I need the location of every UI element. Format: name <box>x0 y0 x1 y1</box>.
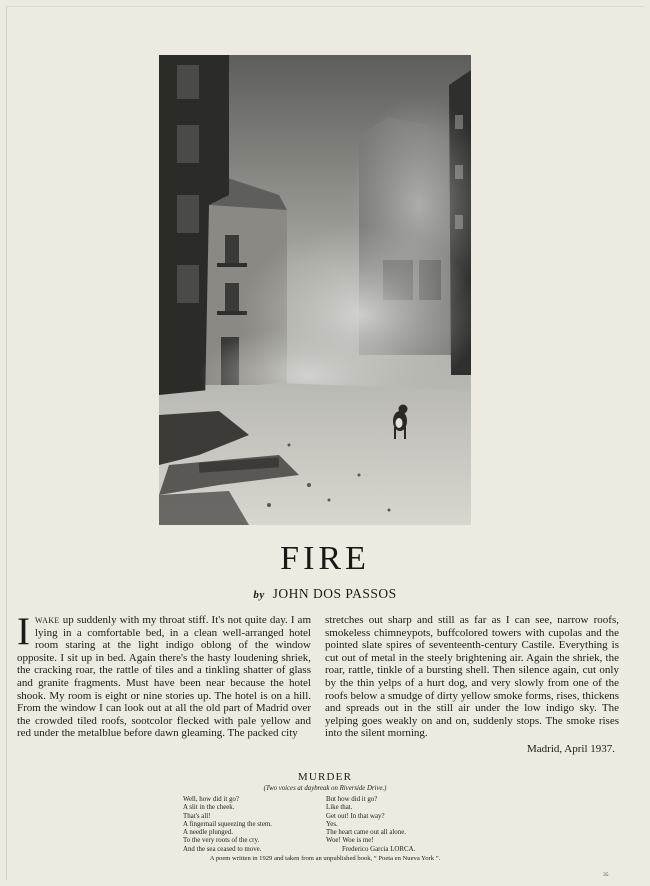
poem-line: A slit in the cheek. <box>183 804 235 812</box>
poem-line: A fingernail squeezing the stem. <box>183 820 272 828</box>
poem-line: Well, how did it go? <box>183 796 239 803</box>
poem-subtitle: (Two voices at daybreak on Riverside Drive.) <box>263 785 387 792</box>
drop-cap: I <box>17 610 30 653</box>
war-street-photograph <box>159 55 471 525</box>
lead-in: wake <box>35 614 60 626</box>
left-column-text: up suddenly with my throat stiff. It's not quite day. I am lying in a comfortable bed, in a clean well-arranged hotel room staring at the light indigo oblong of the window opposite. I sit up in bed. Again there's the hasty loudening shriek, the cracking roar, the rattle of tiles and a tinkling shatter of glass and granite fragments. Must have been near because the hotel shook. My room is eight or nine stories up. The hotel is on a hill. From the window I can look out at all the old part of Madrid over the crowded tiled roofs, sootcolor flecked with pale yellow and red under the metalblue before dawn gleaming. The packed city <box>17 614 311 740</box>
poem-line: Get out! In that way? <box>326 812 385 820</box>
poem-line: And the sea ceased to move. <box>183 845 262 853</box>
poem-line: A needle plunged. <box>183 829 233 837</box>
poem-line: To the very roots of the cry. <box>183 837 260 845</box>
poem-line: Like that. <box>326 804 353 812</box>
poem-column-left <box>183 796 272 854</box>
article-title: FIRE <box>280 540 370 577</box>
byline <box>0 586 650 602</box>
poem-source-note: A poem written in 1929 and taken from an unpublished book, “ Poeta en Nueva York ”. <box>209 855 441 862</box>
page-number: 35 <box>603 872 609 878</box>
poem-line: Yes. <box>326 820 338 828</box>
dateline: Madrid, April 1937. <box>527 742 615 755</box>
poem-line: That's all! <box>183 812 211 820</box>
poem-credit: Frederico Garcia LORCA. <box>342 845 416 853</box>
article-column-left <box>17 610 311 740</box>
poem-line: Woe! Woe is me! <box>326 837 374 845</box>
poem-title: MURDER <box>297 771 353 783</box>
right-column-text: stretches out sharp and still as far as I can see, narrow roofs, smokeless chimneypots, buffcolored towers with cupolas and the pointed slate spires of seventeenth-century Castile. Everything is cut out of metal in the steely brightening air. Again the shriek, the roar, rattle, tinkle of a bursting shell. Then silence again, cut only by the thin yelps of a hurt dog, and very slowly from one of the roofs below a smudge of dirty yellow smoke forms, rises, thickens and spreads out in the still air under the low indigo sky. The yelping goes weakly on and on, suddenly stops. The smoke rises into the silent morning. <box>325 614 619 740</box>
author-name: JOHN DOS PASSOS <box>272 586 397 601</box>
poem-column-right <box>326 796 415 854</box>
poem-line: But how did it go? <box>326 796 378 803</box>
poem-line: The heart came out all alone. <box>326 829 406 837</box>
byline-prefix: by <box>253 589 265 601</box>
article-column-right <box>325 614 619 756</box>
